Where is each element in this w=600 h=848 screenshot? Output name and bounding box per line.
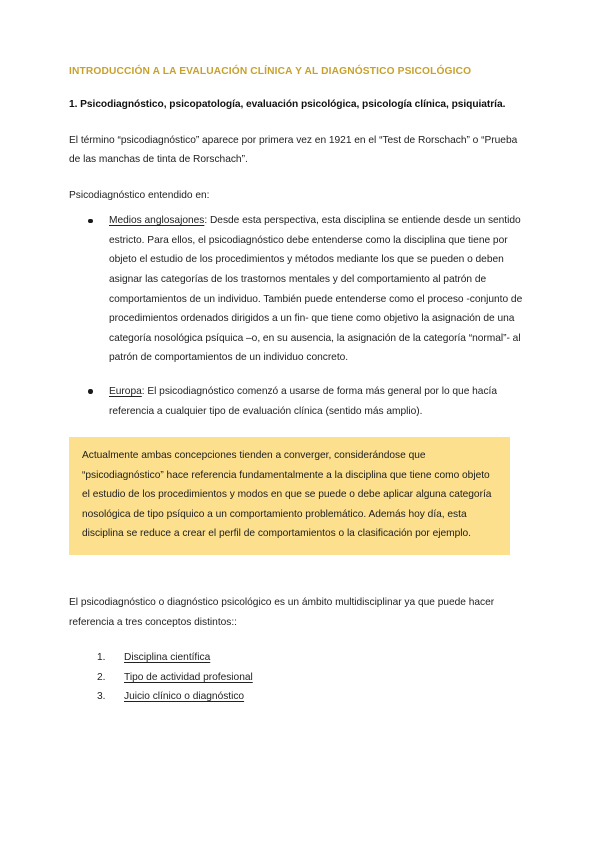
intro-paragraph: El término “psicodiagnóstico” aparece por primera vez en 1921 en el “Test de Rorschach” o “Prueba de las manchas de tinta de Rorschach”. <box>69 134 518 166</box>
section-heading: 1. Psicodiagnóstico, psicopatología, evaluación psicológica, psicología clínica, psiquiatría. <box>69 99 506 111</box>
numbered-item-label: Disciplina científica <box>124 652 211 664</box>
bullet-text: : Desde esta perspectiva, esta disciplina se entiende desde un sentido estricto. Para ellos, el psicodiagnóstico debe entenderse como la disciplina que tiene por objeto el estudio de los procedimientos y métodos mediante los que se pueden o deben asignar las categorías de los trastornos mentales y del comportamiento al patrón de comportamientos de un individuo. También puede entenderse como el proceso -conjunto de procedimientos ordenados dirigidos a un fin- que tiene como objetivo la asignación de una categoría nosológica psíquica –o, en su ausencia, la asignación de la categoría “normal”- al patrón de comportamientos de un individuo concreto. <box>109 215 523 364</box>
highlight-text: Actualmente ambas concepciones tienden a converger, considerándose que “psicodiagnóstico” hace referencia fundamentalmente a la disciplina que tiene como objeto el estudio de los procedimientos y modos en que se puede o debe aplicar alguna categoría nosológica de tipo psíquico a un comportamiento problemático. Además hoy día, esta disciplina se reduce a crear el perfil de comportamientos o la clasificación por ejemplo. <box>82 450 492 540</box>
list-item <box>69 687 531 707</box>
page-title: INTRODUCCIÓN A LA EVALUACIÓN CLÍNICA Y AL DIAGNÓSTICO PSICOLÓGICO <box>69 66 472 77</box>
numbered-list <box>69 648 531 707</box>
lead-in-text: Psicodiagnóstico entendido en: <box>69 189 210 201</box>
numbered-item-label: Juicio clínico o diagnóstico <box>124 691 245 703</box>
numbered-item-label: Tipo de actividad profesional <box>124 671 253 683</box>
bullet-text: : El psicodiagnóstico comenzó a usarse de forma más general por lo que hacía referencia a cualquier tipo de evaluación clínica (sentido más amplio). <box>109 385 497 417</box>
bullet-list <box>69 211 531 421</box>
document-content <box>69 64 531 707</box>
highlighted-callout <box>69 437 510 555</box>
bullet-term: Europa <box>109 385 142 397</box>
list-item <box>69 382 531 421</box>
bullet-term: Medios anglosajones <box>109 215 205 227</box>
list-item <box>69 648 531 668</box>
list-item <box>69 668 531 688</box>
closing-paragraph: El psicodiagnóstico o diagnóstico psicológico es un ámbito multidisciplinar ya que puede hacer referencia a tres conceptos distintos:: <box>69 597 495 628</box>
list-item <box>69 211 531 368</box>
